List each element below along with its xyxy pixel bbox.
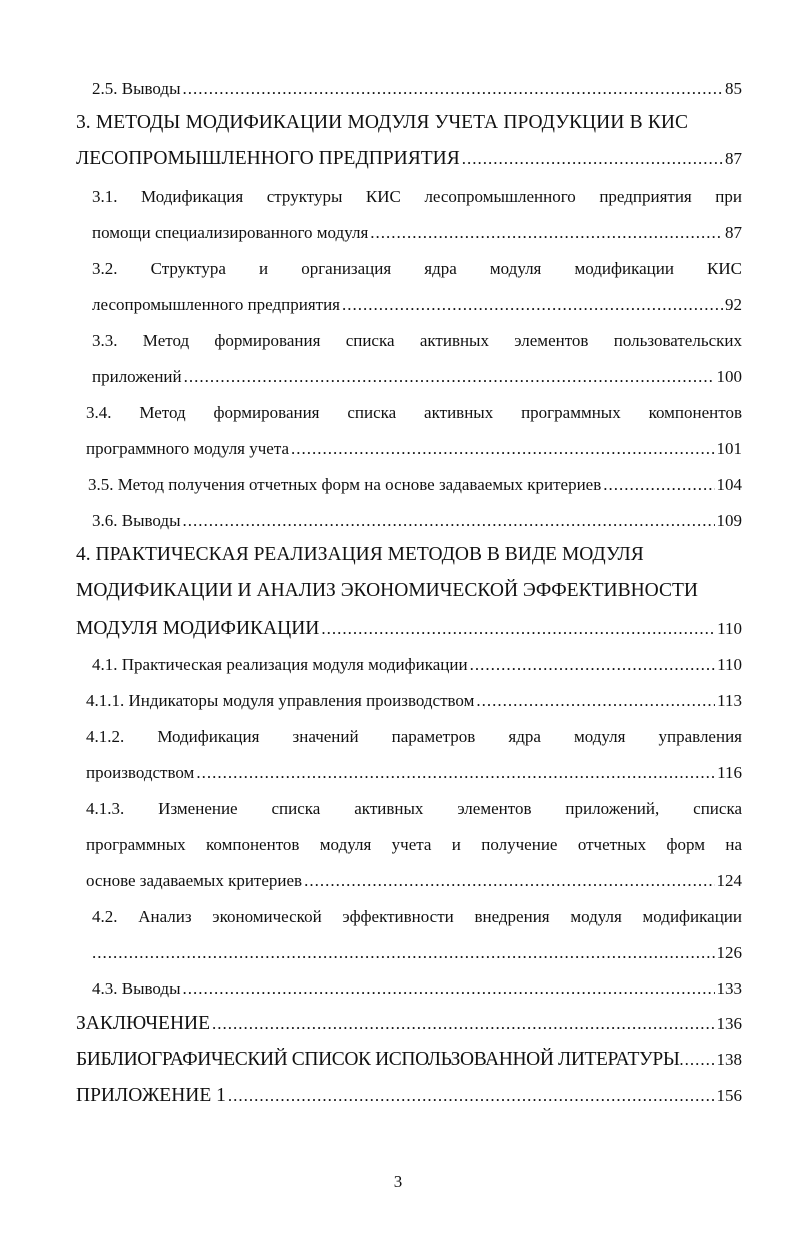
toc-entry-title: 4.3. Выводы	[92, 979, 181, 998]
toc-chapter-3-line1: 3. МЕТОДЫ МОДИФИКАЦИИ МОДУЛЯ УЧЕТА ПРОДУКЦИИ В КИС	[76, 112, 688, 133]
leader-dots	[603, 475, 714, 495]
toc-entry-3-3-line1: 3.3. Метод формирования списка активных элементов пользовательских	[92, 331, 742, 350]
toc-entry-title: приложений	[92, 367, 182, 386]
toc-entry-4-1-3-line1: 4.1.3. Изменение списка активных элементов приложений, списка	[86, 799, 742, 818]
toc-entry-4-1	[92, 655, 742, 675]
toc-page-number: 136	[716, 1014, 742, 1033]
toc-entry-title: 4.1.1. Индикаторы модуля управления производством	[86, 691, 475, 710]
toc-page-number: 113	[717, 691, 742, 710]
toc-page-number: 124	[716, 871, 742, 890]
leader-dots	[304, 871, 714, 891]
leader-dots	[228, 1086, 715, 1106]
toc-entry-title: 3.5. Метод получения отчетных форм на основе задаваемых критериев	[88, 475, 602, 494]
toc-conclusion	[76, 1013, 742, 1035]
toc-entry-title: производством	[86, 763, 195, 782]
toc-entry-3-6	[92, 511, 742, 531]
toc-page-number: 87	[725, 149, 742, 168]
toc-page-number: 133	[716, 979, 742, 998]
toc-page-number: 87	[725, 223, 742, 242]
toc-page-number: 92	[725, 295, 742, 314]
toc-page-number: 138	[716, 1050, 742, 1069]
toc-entry-title: ЗАКЛЮЧЕНИЕ	[76, 1013, 211, 1034]
leader-dots	[342, 295, 723, 315]
toc-entry-title: 2.5. Выводы	[92, 79, 181, 98]
toc-page-number: 110	[717, 655, 742, 674]
toc-entry-4-1-1	[86, 691, 742, 711]
leader-dots	[212, 1014, 714, 1034]
toc-entry-title: ПРИЛОЖЕНИЕ 1	[76, 1085, 226, 1106]
toc-entry-4-1-2	[86, 763, 742, 783]
leader-dots	[183, 979, 715, 999]
page-number: 3	[393, 1172, 403, 1191]
toc-entry-3-2	[92, 295, 742, 315]
leader-dots	[92, 943, 715, 963]
toc-entry-2-5	[92, 79, 742, 99]
toc-entry-4-1-3	[86, 871, 742, 891]
toc-entry-title: БИБЛИОГРАФИЧЕСКИЙ СПИСОК ИСПОЛЬЗОВАННОЙ ЛИТЕРАТУРЫ	[76, 1049, 680, 1070]
toc-chapter-3	[76, 148, 742, 170]
toc-entry-4-3	[92, 979, 742, 999]
leader-dots	[196, 763, 715, 783]
toc-entry-4-1-2-line1: 4.1.2. Модификация значений параметров ядра модуля управления	[86, 727, 742, 746]
leader-dots	[476, 691, 715, 711]
toc-entry-title: программного модуля учета	[86, 439, 290, 458]
toc-page-number: 110	[717, 619, 742, 638]
leader-dots	[291, 439, 714, 459]
toc-entry-3-4	[86, 439, 742, 459]
leader-dots	[679, 1050, 716, 1070]
toc-entry-4-1-3-line2: программных компонентов модуля учета и получение отчетных форм на	[86, 835, 742, 854]
leader-dots	[370, 223, 723, 243]
toc-page-number: 104	[716, 475, 742, 494]
toc-entry-title: помощи специализированного модуля	[92, 223, 369, 242]
toc-entry-3-2-line1: 3.2. Структура и организация ядра модуля модификации КИС	[92, 259, 742, 278]
leader-dots	[462, 149, 723, 169]
toc-page-number: 116	[717, 763, 742, 782]
toc-entry-3-1-line1: 3.1. Модификация структуры КИС лесопромышленного предприятия при	[92, 187, 742, 206]
toc-entry-3-5	[88, 475, 742, 495]
toc-entry-title: МОДУЛЯ МОДИФИКАЦИИ	[76, 618, 320, 639]
toc-entry-title: ЛЕСОПРОМЫШЛЕННОГО ПРЕДПРИЯТИЯ	[76, 148, 460, 169]
toc-entry-3-1	[92, 223, 742, 243]
toc-entry-3-4-line1: 3.4. Метод формирования списка активных программных компонентов	[86, 403, 742, 422]
toc-page-number: 109	[716, 511, 742, 530]
toc-entry-4-2	[92, 943, 742, 963]
leader-dots	[470, 655, 716, 675]
toc-page-number: 100	[716, 367, 742, 386]
leader-dots	[183, 511, 715, 531]
toc-entry-title: лесопромышленного предприятия	[92, 295, 340, 314]
toc-chapter-4	[76, 618, 742, 640]
toc-entry-4-2-line1: 4.2. Анализ экономической эффективности внедрения модуля модификации	[92, 907, 742, 926]
toc-chapter-4-line2: МОДИФИКАЦИИ И АНАЛИЗ ЭКОНОМИЧЕСКОЙ ЭФФЕКТИВНОСТИ	[76, 580, 699, 601]
leader-dots	[183, 79, 723, 99]
leader-dots	[321, 619, 715, 639]
leader-dots	[184, 367, 715, 387]
toc-appendix-1	[76, 1085, 742, 1107]
toc-bibliography	[76, 1049, 742, 1071]
toc-entry-title: 4.1. Практическая реализация модуля модификации	[92, 655, 468, 674]
toc-chapter-4-line1: 4. ПРАКТИЧЕСКАЯ РЕАЛИЗАЦИЯ МЕТОДОВ В ВИДЕ МОДУЛЯ	[76, 544, 644, 565]
toc-entry-3-3	[92, 367, 742, 387]
toc-page-number: 156	[716, 1086, 742, 1105]
toc-page-number: 101	[716, 439, 742, 458]
toc-page-number: 126	[716, 943, 742, 962]
toc-page-number: 85	[725, 79, 742, 98]
toc-entry-title: 3.6. Выводы	[92, 511, 181, 530]
toc-entry-title: основе задаваемых критериев	[86, 871, 303, 890]
